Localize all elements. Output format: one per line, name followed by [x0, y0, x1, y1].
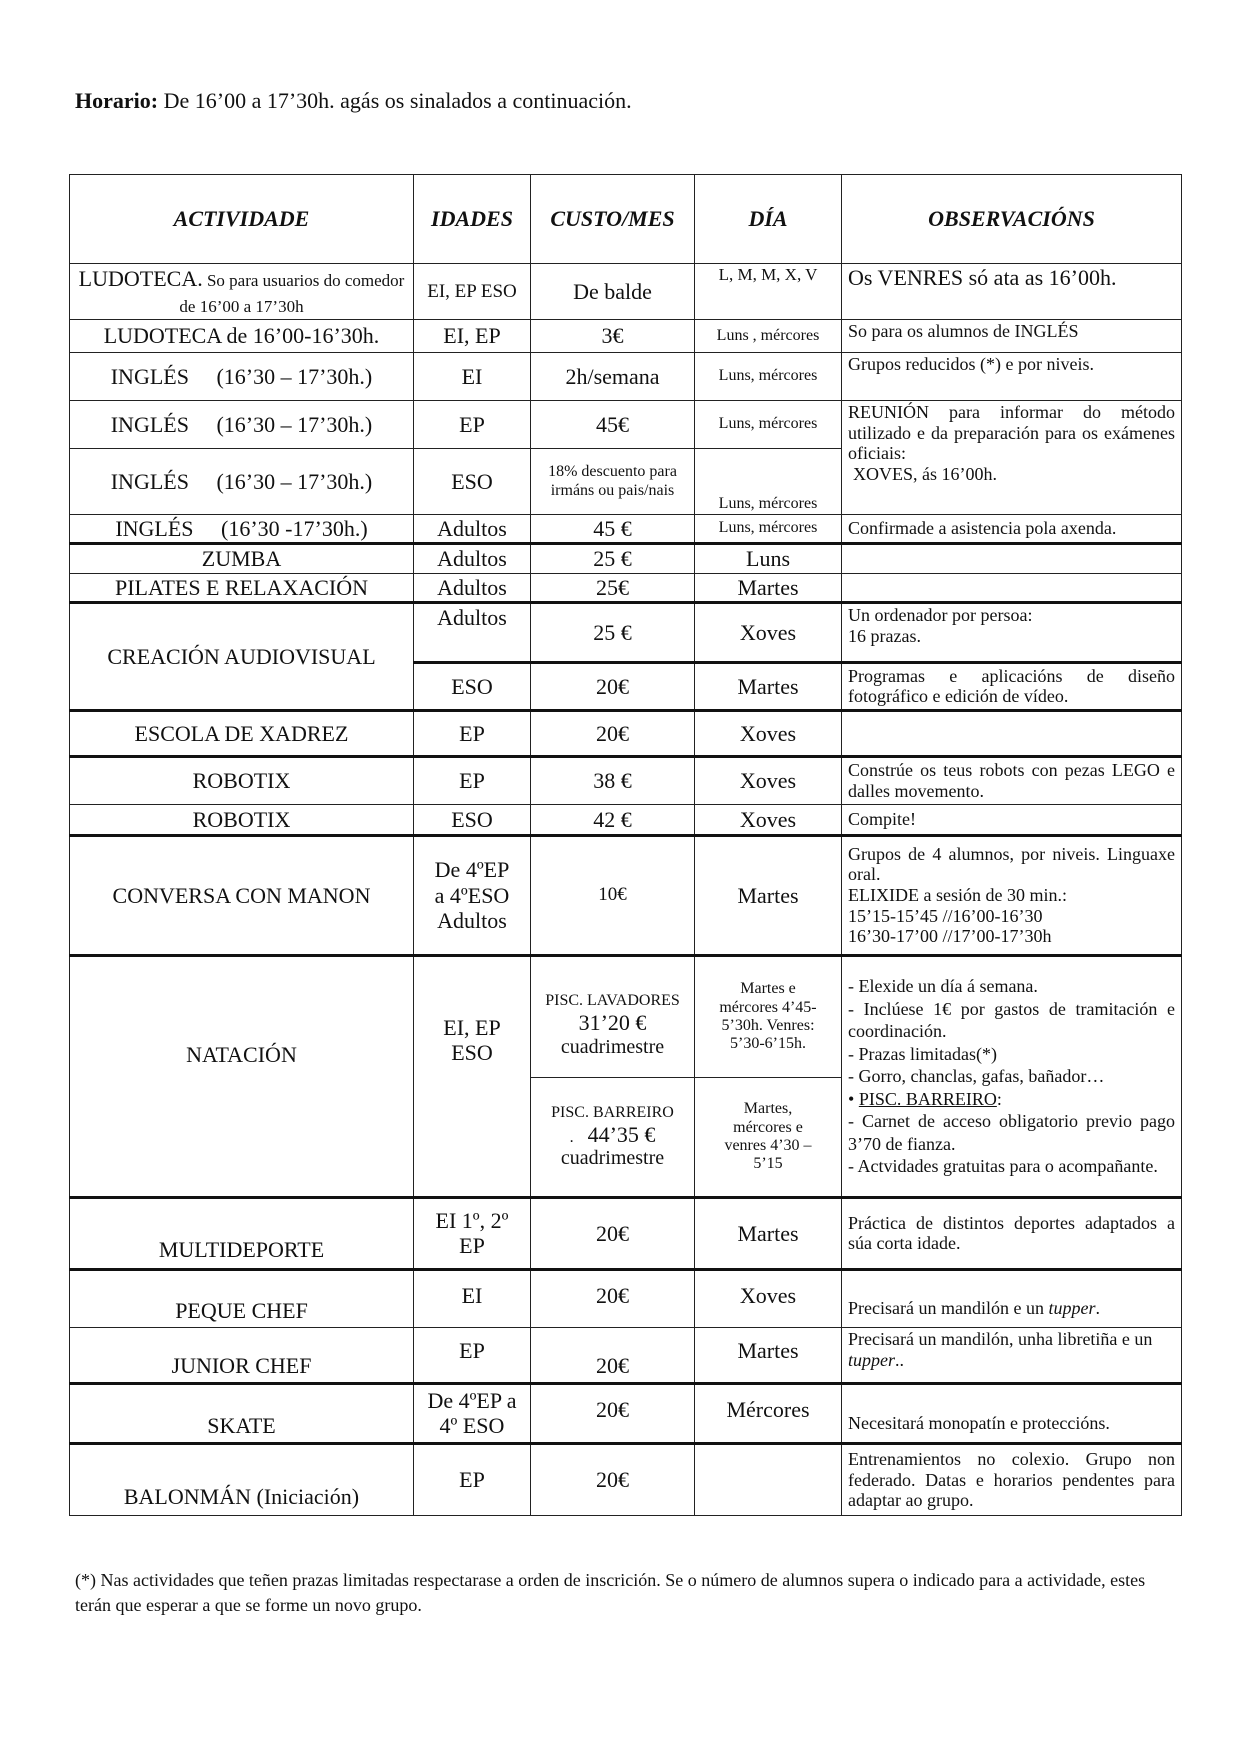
- cell-activity: CONVERSA CON MANON: [70, 835, 414, 955]
- cell-notes: Necesitará monopatín e proteccións.: [842, 1383, 1182, 1443]
- cell-cost: 45€: [531, 401, 695, 449]
- cell-ages: EP: [414, 710, 531, 756]
- peque-chef-tupper: tupper: [1048, 1298, 1096, 1319]
- cell-day: Xoves: [695, 602, 842, 662]
- header-observacions: OBSERVACIÓNS: [842, 175, 1182, 264]
- cell-ages: EI: [414, 353, 531, 401]
- cell-cost: 20€: [531, 1269, 695, 1327]
- cell-activity: SKATE: [70, 1383, 414, 1443]
- cell-cost: 3€: [531, 320, 695, 353]
- barreiro-link-text: PISC. BARREIRO: [858, 1088, 997, 1109]
- cell-notes: [842, 573, 1182, 602]
- lavadores-period: cuadrimestre: [560, 1035, 665, 1058]
- cell-cost: 20€: [531, 1443, 695, 1515]
- cell-cost: 20€: [531, 662, 695, 710]
- cell-activity: PEQUE CHEF: [70, 1269, 414, 1327]
- bullet-icon: •: [848, 1088, 855, 1109]
- cell-notes: [842, 544, 1182, 573]
- cell-ages: EP: [414, 401, 531, 449]
- cell-cost: 45 €: [531, 515, 695, 544]
- cell-ages: ESO: [414, 662, 531, 710]
- cell-notes: Compite!: [842, 804, 1182, 835]
- cell-ages: Adultos: [414, 544, 531, 573]
- cell-activity: [70, 264, 414, 320]
- cell-day: Xoves: [695, 756, 842, 804]
- barreiro-colon: :: [996, 1088, 1002, 1109]
- cell-activity: INGLÉS (16’30 – 17’30h.): [70, 449, 414, 515]
- table-row: [70, 264, 1182, 320]
- cell-notes: Programas e aplicacións de diseño fotográfico e edición de vídeo.: [842, 662, 1182, 710]
- cell-ages: Adultos: [414, 573, 531, 602]
- header-dia: DÍA: [695, 175, 842, 264]
- cell-ages: EI, EP ESO: [414, 955, 531, 1197]
- cell-ages: ESO: [414, 449, 531, 515]
- cell-notes: Práctica de distintos deportes adaptados a súa corta idade.: [842, 1197, 1182, 1269]
- cell-activity: ESCOLA DE XADREZ: [70, 710, 414, 756]
- cell-cost: 42 €: [531, 804, 695, 835]
- table-row: [70, 955, 1182, 1077]
- table-row: [70, 353, 1182, 401]
- creacion-note-1: Un ordenador por persoa:: [848, 604, 1033, 625]
- schedule-intro: [75, 88, 632, 114]
- lavadores-label: PISC. LAVADORES: [545, 992, 680, 1010]
- natacion-note-6: - Carnet de acceso obligatorio previo pago 3’70 de fianza.: [848, 1111, 1175, 1154]
- barreiro-label: PISC. BARREIRO: [551, 1103, 674, 1121]
- cell-day: Xoves: [695, 710, 842, 756]
- natacion-note-7: - Actvidades gratuitas para o acompañante.: [848, 1156, 1158, 1177]
- table-row: [70, 804, 1182, 835]
- header-idades: IDADES: [414, 175, 531, 264]
- table-row: [70, 401, 1182, 449]
- table-row: [70, 573, 1182, 602]
- conversa-note-4: 16’30-17’00 //17’00-17’30h: [848, 926, 1052, 947]
- cell-cost: 10€: [531, 835, 695, 955]
- table-row: [70, 544, 1182, 573]
- cell-ages: EI, EP ESO: [414, 264, 531, 320]
- cell-day: Martes: [695, 835, 842, 955]
- cell-activity: MULTIDEPORTE: [70, 1197, 414, 1269]
- cell-day: Martes: [695, 1327, 842, 1383]
- cell-activity: CREACIÓN AUDIOVISUAL: [70, 602, 414, 710]
- junior-chef-period: ..: [895, 1349, 904, 1370]
- cell-cost: 25 €: [531, 544, 695, 573]
- table-row: [70, 1269, 1182, 1327]
- schedule-label: Horario:: [75, 88, 159, 113]
- cell-activity: PILATES E RELAXACIÓN: [70, 573, 414, 602]
- natacion-note-3: - Prazas limitadas(*): [848, 1043, 997, 1064]
- cell-ages: De 4ºEP a 4º ESO: [414, 1383, 531, 1443]
- natacion-note-2: - Inclúese 1€ por gastos de tramitación e coordinación.: [848, 998, 1175, 1042]
- cell-day: [695, 1443, 842, 1515]
- cell-notes: Entrenamientos no colexio. Grupo non federado. Datas e horarios pendentes para adaptar ao grupo.: [842, 1443, 1182, 1515]
- cell-day: Martes: [695, 573, 842, 602]
- cell-ages: ESO: [414, 804, 531, 835]
- table-row: [70, 1327, 1182, 1383]
- table-row: [70, 835, 1182, 955]
- cell-activity: INGLÉS (16’30 – 17’30h.): [70, 401, 414, 449]
- table-row: [70, 710, 1182, 756]
- natacion-note-1: - Elexide un día á semana.: [848, 976, 1038, 997]
- cell-ages: EP: [414, 1327, 531, 1383]
- cell-day: Xoves: [695, 1269, 842, 1327]
- cell-activity: NATACIÓN: [70, 955, 414, 1197]
- ludoteca-note: So para usuarios do comedor de 16’00 a 17’30h: [179, 271, 405, 316]
- natacion-note-4: - Gorro, chanclas, gafas, bañador…: [848, 1066, 1105, 1087]
- cell-cost: 20€: [531, 1383, 695, 1443]
- lavadores-price: 31’20 €: [578, 1010, 647, 1036]
- cell-cost: 25€: [531, 573, 695, 602]
- cell-notes: [842, 710, 1182, 756]
- cell-notes: Constrúe os teus robots con pezas LEGO e dalles movemento.: [842, 756, 1182, 804]
- cell-notes: [842, 602, 1182, 662]
- cell-notes: [842, 1327, 1182, 1383]
- cell-ages: EP: [414, 1443, 531, 1515]
- conversa-note-3: 15’15-15’45 //16’00-16’30: [848, 905, 1043, 926]
- cell-day: Martes: [695, 662, 842, 710]
- table-header-row: [70, 175, 1182, 264]
- junior-chef-tupper: tupper: [848, 1349, 895, 1370]
- cell-day: Luns, mércores: [695, 449, 842, 515]
- cell-cost: 20€: [531, 1197, 695, 1269]
- cell-ages: EI: [414, 1269, 531, 1327]
- cell-day: Luns, mércores: [695, 401, 842, 449]
- natacion-note-5: [848, 1088, 1175, 1111]
- table-row: [70, 1197, 1182, 1269]
- cell-activity: JUNIOR CHEF: [70, 1327, 414, 1383]
- ludoteca-name: LUDOTECA.: [78, 266, 203, 292]
- cell-cost: 38 €: [531, 756, 695, 804]
- cell-notes: [842, 955, 1182, 1197]
- cell-activity: LUDOTECA de 16’00-16’30h.: [70, 320, 414, 353]
- cell-day: Luns, mércores: [695, 515, 842, 544]
- cell-notes: [842, 1269, 1182, 1327]
- cell-activity: ROBOTIX: [70, 756, 414, 804]
- peque-chef-period: .: [1095, 1298, 1100, 1319]
- table-row: [70, 515, 1182, 544]
- cell-day: L, M, M, X, V: [695, 264, 842, 320]
- reunion-date: XOVES, ás 16’00h.: [853, 464, 997, 485]
- cell-notes: Os VENRES só ata as 16’00h.: [842, 264, 1182, 320]
- cell-cost: [531, 955, 695, 1077]
- cell-notes: Confirmade a asistencia pola axenda.: [842, 515, 1182, 544]
- conversa-note-1: Grupos de 4 alumnos, por niveis. Linguaxe oral.: [848, 843, 1175, 885]
- cell-day: Luns: [695, 544, 842, 573]
- cell-activity: INGLÉS (16’30 – 17’30h.): [70, 353, 414, 401]
- cell-cost: 25 €: [531, 602, 695, 662]
- barreiro-dot: .: [569, 1128, 574, 1146]
- table-row: [70, 320, 1182, 353]
- cell-cost: 18% descuento para irmáns ou pais/nais: [531, 449, 695, 515]
- table-row: [70, 1383, 1182, 1443]
- cell-cost: 2h/semana: [531, 353, 695, 401]
- junior-chef-note: Precisará un mandilón, unha libretiña e un: [848, 1328, 1153, 1349]
- creacion-note-2: 16 prazas.: [848, 625, 921, 646]
- cell-notes: So para os alumnos de INGLÉS: [842, 320, 1182, 353]
- table-row: [70, 1443, 1182, 1515]
- cell-cost: De balde: [531, 264, 695, 320]
- cell-cost: [531, 1077, 695, 1197]
- reunion-note: REUNIÓN para informar do método utilizado e da preparación para os exámenes oficiais:: [848, 402, 1175, 464]
- cell-activity: BALONMÁN (Iniciación): [70, 1443, 414, 1515]
- cell-cost: 20€: [531, 710, 695, 756]
- cell-notes: Grupos reducidos (*) e por niveis.: [842, 353, 1182, 401]
- cell-activity: ROBOTIX: [70, 804, 414, 835]
- peque-chef-note: Precisará un mandilón e un: [848, 1298, 1049, 1319]
- cell-day: Luns , mércores: [695, 320, 842, 353]
- cell-cost: 20€: [531, 1327, 695, 1383]
- cell-ages: Adultos: [414, 602, 531, 662]
- table-row: [70, 602, 1182, 662]
- schedule-text: De 16’00 a 17’30h. agás os sinalados a continuación.: [158, 88, 632, 113]
- conversa-note-2: ELIXIDE a sesión de 30 min.:: [848, 885, 1067, 906]
- cell-day: Luns, mércores: [695, 353, 842, 401]
- barreiro-price-line: [537, 1122, 688, 1147]
- cell-notes: [842, 835, 1182, 955]
- cell-day: Martes: [695, 1197, 842, 1269]
- cell-ages: Adultos: [414, 515, 531, 544]
- cell-day: Mércores: [695, 1383, 842, 1443]
- cell-ages: EI 1º, 2º EP: [414, 1197, 531, 1269]
- header-actividade: ACTIVIDADE: [70, 175, 414, 264]
- cell-day: Xoves: [695, 804, 842, 835]
- table-row: [70, 756, 1182, 804]
- footnote: (*) Nas actividades que teñen prazas limitadas respectarase a orden de inscrición. Se o número de alumnos supera o indicado para a actividade, estes terán que esperar a que se forme un novo grupo.: [75, 1570, 1146, 1616]
- cell-activity: ZUMBA: [70, 544, 414, 573]
- cell-activity: INGLÉS (16’30 -17’30h.): [70, 515, 414, 544]
- activities-table: [69, 174, 1182, 1516]
- cell-ages: EI, EP: [414, 320, 531, 353]
- barreiro-price: 44’35 €: [587, 1121, 656, 1147]
- header-custo: CUSTO/MES: [531, 175, 695, 264]
- cell-day: Martes, mércores e venres 4’30 – 5’15: [695, 1077, 842, 1197]
- cell-ages: De 4ºEP a 4ºESO Adultos: [414, 835, 531, 955]
- cell-ages: EP: [414, 756, 531, 804]
- cell-day: Martes e mércores 4’45-5’30h. Venres: 5’30-6’15h.: [695, 955, 842, 1077]
- barreiro-period: cuadrimestre: [560, 1147, 665, 1170]
- cell-notes: [842, 401, 1182, 515]
